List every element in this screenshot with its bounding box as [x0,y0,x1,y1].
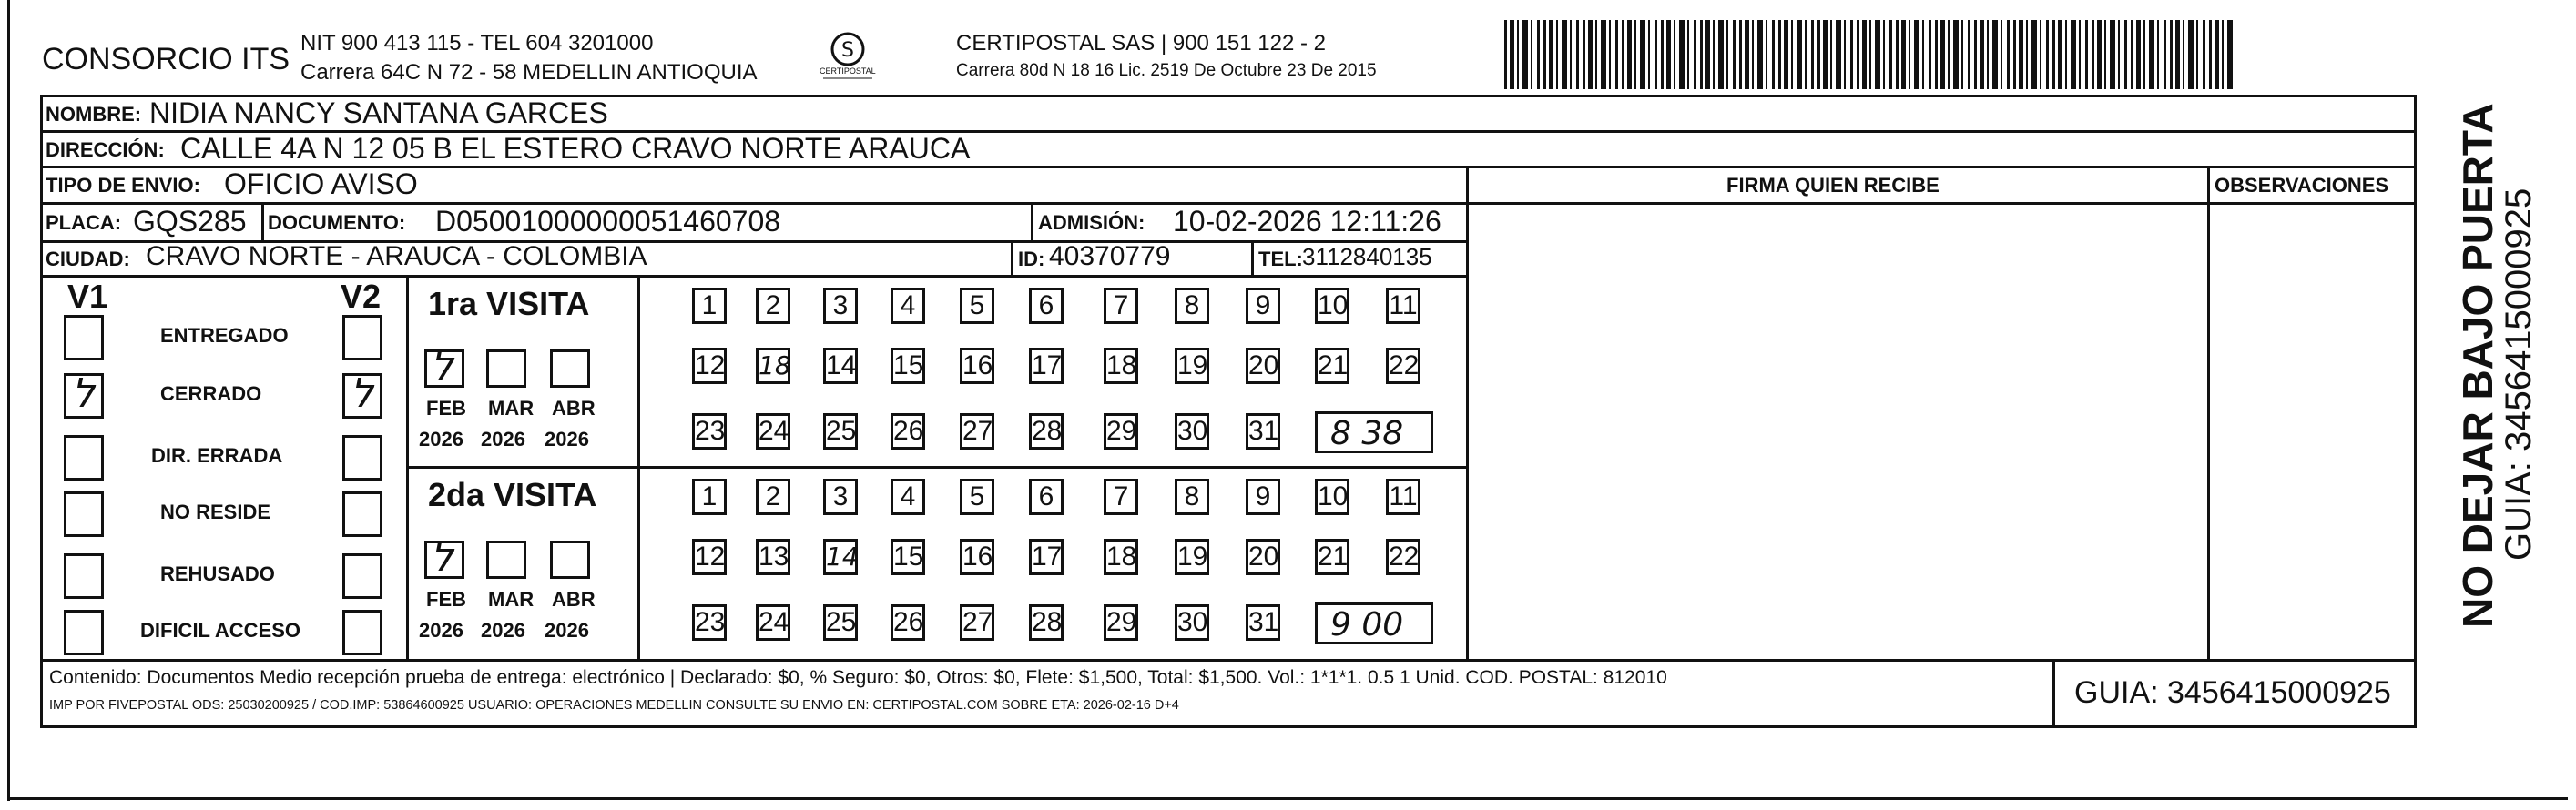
v2-checkbox[interactable] [342,435,382,481]
day-box[interactable]: 2 [756,479,790,515]
month-label: FEB [426,588,466,611]
col-visit-days [637,275,640,659]
observaciones-header: OBSERVACIONES [2215,174,2389,197]
day-box[interactable]: 22 [1386,539,1420,575]
status-option-label: ENTREGADO [160,324,289,347]
day-box[interactable]: 15 [891,539,925,575]
day-box[interactable]: 4 [891,479,925,515]
day-box[interactable]: 12 [692,348,727,384]
day-box[interactable]: 26 [891,604,925,641]
day-box[interactable]: 31 [1246,413,1280,450]
tipo-envio-value: OFICIO AVISO [224,167,418,200]
col-footer-guia [2052,659,2055,728]
tel-value: 3112840135 [1302,243,1432,270]
id-value: 40370779 [1049,241,1171,271]
svg-text:S: S [841,39,854,62]
v1-checkbox[interactable] [64,610,104,655]
day-box[interactable]: 17 [1029,539,1064,575]
year-label: 2026 [545,619,589,642]
firma-header: FIRMA QUIEN RECIBE [1726,174,1940,197]
visit-title: 1ra VISITA [428,285,590,322]
v2-checkbox[interactable] [342,315,382,360]
status-option-label: DIFICIL ACCESO [140,619,301,642]
paper-bottom-edge [7,797,2568,800]
hour-value: 8 38 [1330,415,1404,452]
row-line-5 [40,275,1466,278]
col-id-tel [1251,240,1254,275]
day-box[interactable]: 18 [1104,348,1138,384]
col-doc-admision [1031,202,1033,240]
v2-label: V2 [341,278,382,315]
day-box[interactable]: 2 [756,288,790,324]
day-box[interactable]: 26 [891,413,925,450]
v1-checkbox[interactable] [64,315,104,360]
month-check-mark: ל [431,343,454,390]
day-box[interactable]: 27 [960,413,994,450]
admision-label: ADMISIÓN: [1038,211,1145,234]
footer-guia: GUIA: 3456415000925 [2074,675,2391,710]
day-box[interactable]: 3 [823,479,858,515]
v2-checkbox[interactable] [342,553,382,599]
day-box[interactable]: 19 [1175,348,1209,384]
v2-checkbox[interactable] [342,610,382,655]
month-label: MAR [488,588,535,611]
day-box[interactable]: 3 [823,288,858,324]
day-box[interactable]: 29 [1104,413,1138,450]
documento-value: D05001000000051460708 [435,205,781,238]
month-check-mark: ל [431,534,454,581]
observaciones-area[interactable] [2210,205,2414,656]
status-option-label: DIR. ERRADA [151,444,283,467]
day-box[interactable]: 1 [692,479,727,515]
v1-label: V1 [67,278,108,315]
day-box[interactable]: 27 [960,604,994,641]
day-box[interactable]: 18 [1104,539,1138,575]
hour-box[interactable] [1315,411,1433,453]
nombre-value: NIDIA NANCY SANTANA GARCES [149,96,608,129]
placa-value: GQS285 [133,205,247,238]
side-guia: GUIA: 3456415000925 [2499,187,2539,561]
direccion-label: DIRECCIÓN: [46,138,165,161]
day-box[interactable]: 5 [960,288,994,324]
placa-label: PLACA: [46,211,122,234]
documento-label: DOCUMENTO: [268,211,406,234]
ciudad-value: CRAVO NORTE - ARAUCA - COLOMBIA [146,241,647,271]
year-label: 2026 [481,428,525,451]
day-box[interactable]: 20 [1246,348,1280,384]
day-box[interactable]: 17 [1029,348,1064,384]
day-box[interactable]: 9 [1246,288,1280,324]
col-ciudad-id [1011,240,1013,275]
day-box[interactable]: 23 [692,413,727,450]
footer-imp-line: IMP POR FIVEPOSTAL ODS: 25030200925 / COD.IMP: 53864600925 USUARIO: OPERACIONES MEDELLIN CONSULTE SU ENVIO EN: CERTIPOSTAL.COM SOBRE ETA: 2026-02-16 D+4 [49,698,1179,713]
day-box[interactable]: 8 [1175,288,1209,324]
day-box[interactable]: 21 [1315,539,1349,575]
logo-text: CERTIPOSTAL [820,66,876,76]
certipostal-logo-icon [816,31,880,86]
month-checkbox[interactable] [550,541,590,579]
v1-check-mark: ל [72,370,96,417]
status-option-label: REHUSADO [160,562,275,585]
v1-checkbox[interactable] [64,491,104,537]
day-box[interactable]: 21 [1315,348,1349,384]
month-checkbox[interactable] [424,534,464,581]
day-box[interactable]: 12 [692,539,727,575]
nit-line: NIT 900 413 115 - TEL 604 3201000 [300,31,654,56]
v1-checkbox[interactable] [64,370,104,419]
day-box[interactable]: 18 [756,348,790,384]
month-checkbox[interactable] [550,349,590,388]
tipo-envio-label: TIPO DE ENVIO: [46,174,200,197]
hour-value: 9 00 [1330,606,1404,643]
day-box[interactable]: 16 [960,539,994,575]
year-label: 2026 [419,428,463,451]
day-box[interactable]: 20 [1246,539,1280,575]
v2-checkbox[interactable] [342,491,382,537]
footer-content-line: Contenido: Documentos Medio recepción prueba de entrega: electrónico | Declarado: $0, % Seguro: $0, Otros: $0, Flete: $1,500, Total: $1,500. Vol.: 1*1*1. 0.5 1 Unid. COD. POSTAL: 812010 [49,667,1667,688]
company-name: CONSORCIO ITS [42,42,290,76]
ciudad-label: CIUDAD: [46,248,130,270]
year-label: 2026 [545,428,589,451]
v2-check-mark: ל [351,370,374,417]
firma-area[interactable] [1469,205,2204,656]
day-box[interactable]: 10 [1315,288,1349,324]
hour-box[interactable] [1315,602,1433,644]
day-box[interactable]: 14 [823,348,858,384]
day-box[interactable]: 24 [756,413,790,450]
nombre-label: NOMBRE: [46,103,142,126]
barcode [1504,20,2235,89]
row-line-6 [406,466,1466,469]
tel-label: TEL: [1258,248,1303,270]
day-box[interactable]: 8 [1175,479,1209,515]
year-label: 2026 [481,619,525,642]
day-box[interactable]: 28 [1029,413,1064,450]
day-box[interactable]: 5 [960,479,994,515]
day-box[interactable]: 23 [692,604,727,641]
visit-title: 2da VISITA [428,476,597,513]
paper-left-edge [7,0,10,801]
status-option-label: NO RESIDE [160,501,271,523]
day-box[interactable]: 29 [1104,604,1138,641]
day-box[interactable]: 16 [960,348,994,384]
footer-line [40,659,2417,662]
day-box[interactable]: 15 [891,348,925,384]
v1-checkbox[interactable] [64,435,104,481]
side-warning: NO DEJAR BAJO PUERTA [2454,103,2501,628]
day-box[interactable]: 13 [756,539,790,575]
day-box[interactable]: 22 [1386,348,1420,384]
status-option-label: CERRADO [160,382,262,405]
carrier-name: CERTIPOSTAL SAS | 900 151 122 - 2 [956,31,1326,56]
company-address: Carrera 64C N 72 - 58 MEDELLIN ANTIOQUIA [300,60,758,85]
v2-checkbox[interactable] [342,370,382,419]
day-box[interactable]: 28 [1029,604,1064,641]
month-label: MAR [488,397,535,420]
month-label: ABR [552,588,596,611]
month-checkbox[interactable] [424,343,464,390]
col-placa-doc [261,202,264,240]
day-box[interactable]: 30 [1175,413,1209,450]
certipostal-logo [816,31,880,86]
month-checkbox[interactable] [486,349,526,388]
day-box[interactable]: 14 [823,539,858,575]
id-label: ID: [1018,248,1045,270]
carrier-address: Carrera 80d N 18 16 Lic. 2519 De Octubre 23 De 2015 [956,61,1377,80]
day-box[interactable]: 24 [756,604,790,641]
day-box[interactable]: 25 [823,604,858,641]
month-label: ABR [552,397,596,420]
v1-checkbox[interactable] [64,553,104,599]
day-box[interactable]: 1 [692,288,727,324]
day-box[interactable]: 11 [1386,288,1420,324]
day-box[interactable]: 19 [1175,539,1209,575]
col-status-visit [406,275,409,659]
day-box[interactable]: 6 [1029,288,1064,324]
admision-value: 10-02-2026 12:11:26 [1173,205,1441,238]
day-box[interactable]: 11 [1386,479,1420,515]
day-box[interactable]: 31 [1246,604,1280,641]
year-label: 2026 [419,619,463,642]
day-box[interactable]: 7 [1104,288,1138,324]
day-box[interactable]: 25 [823,413,858,450]
day-box[interactable]: 6 [1029,479,1064,515]
direccion-value: CALLE 4A N 12 05 B EL ESTERO CRAVO NORTE ARAUCA [180,132,971,165]
month-checkbox[interactable] [486,541,526,579]
day-box[interactable]: 9 [1246,479,1280,515]
day-box[interactable]: 10 [1315,479,1349,515]
day-box[interactable]: 4 [891,288,925,324]
day-box[interactable]: 30 [1175,604,1209,641]
month-label: FEB [426,397,466,420]
day-box[interactable]: 7 [1104,479,1138,515]
